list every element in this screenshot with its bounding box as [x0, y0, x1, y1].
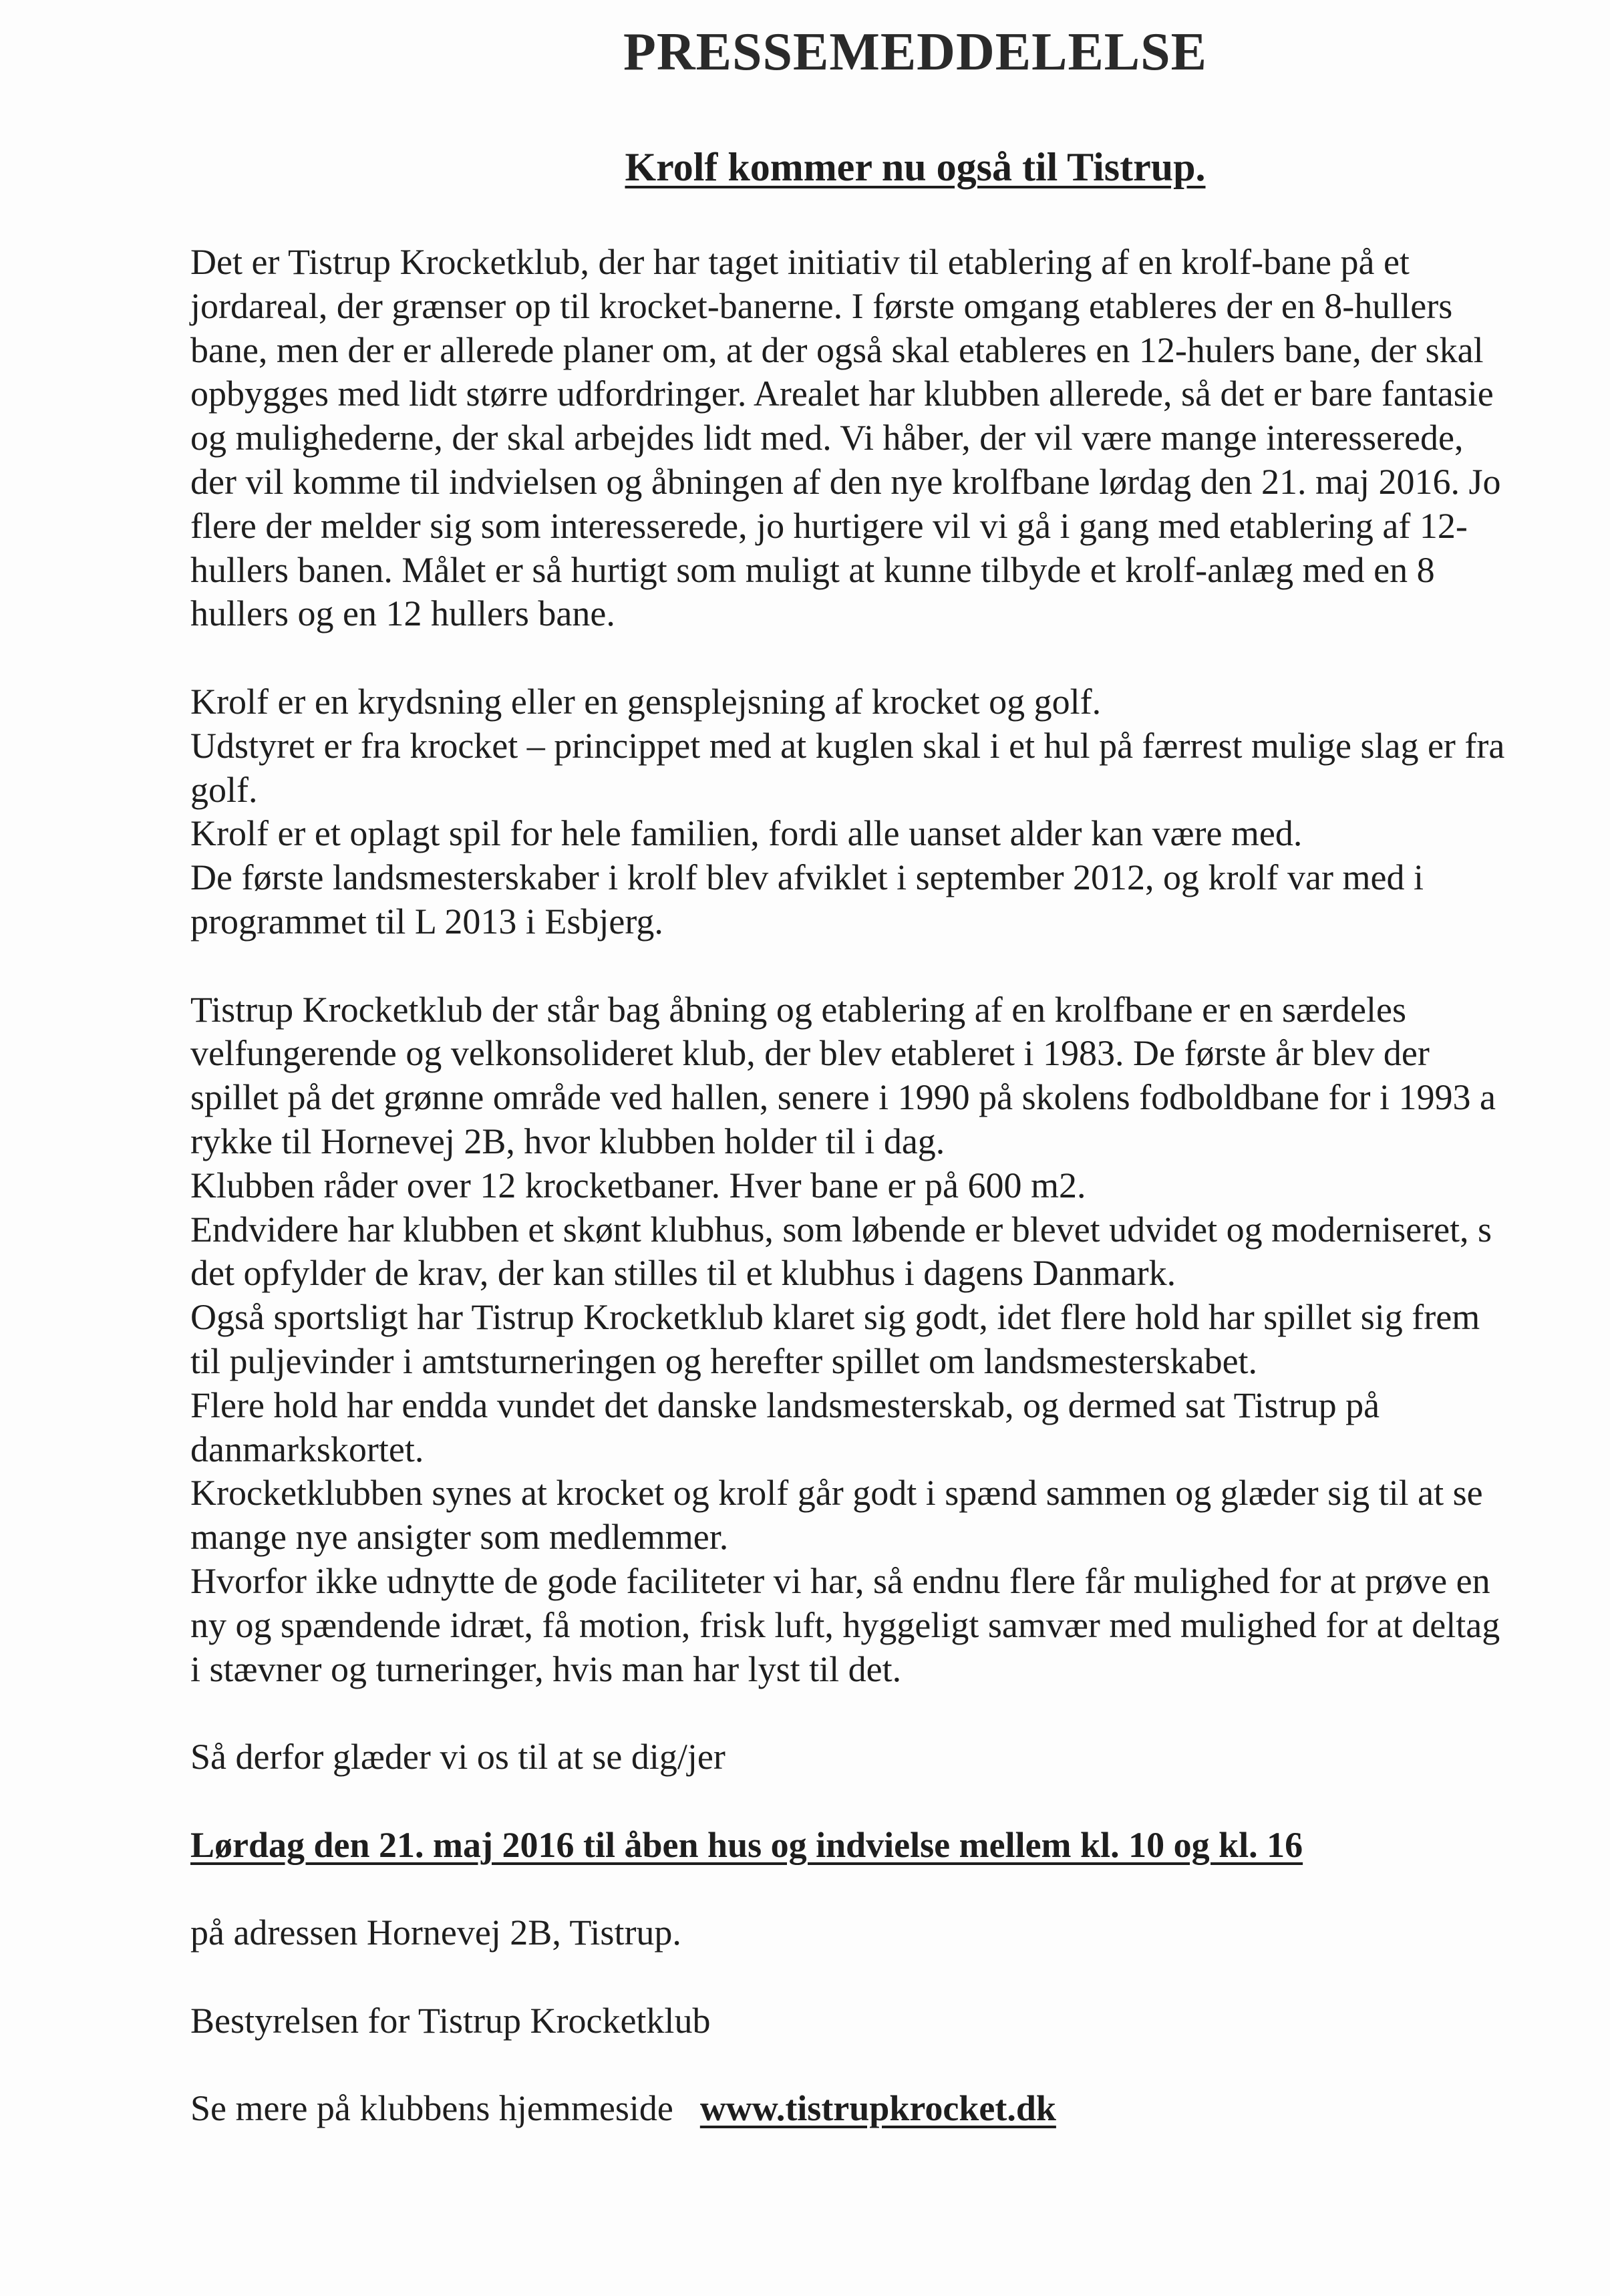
signature-line: Bestyrelsen for Tistrup Krocketklub [190, 2000, 711, 2041]
text-line: Krolf er et oplagt spil for hele familien, fordi alle uanset alder kan være med. [190, 813, 1303, 854]
closing-line: Så derfor glæder vi os til at se dig/jer [190, 1737, 726, 1777]
website-prefix: Se mere på klubbens hjemmeside [190, 2088, 673, 2129]
text-line: programmet til L 2013 i Esbjerg. [190, 901, 663, 942]
text-line: velfungerende og velkonsolideret klub, der blev etableret i 1983. De første år blev der [190, 1033, 1430, 1074]
text-line: Det er Tistrup Krocketklub, der har taget initiativ til etablering af en krolf-bane på et [190, 242, 1410, 282]
text-line: i stævner og turneringer, hvis man har lyst til det. [190, 1648, 902, 1689]
paragraph-about-club [190, 988, 1610, 1692]
text-line: Klubben råder over 12 krocketbaner. Hver bane er på 600 m2. [190, 1165, 1086, 1205]
text-line: bane, men der er allerede planer om, at der også skal etableres en 12-hulers bane, der skal [190, 329, 1484, 370]
text-line: ny og spændende idræt, få motion, frisk luft, hyggeligt samvær med mulighed for at deltag [190, 1604, 1500, 1645]
text-line: flere der melder sig som interesserede, jo hurtigere vil vi gå i gang med etablering af 12- [190, 505, 1468, 546]
text-line: opbygges med lidt større udfordringer. Arealet har klubben allerede, så det er bare fantasie [190, 374, 1494, 414]
text-line: danmarkskortet. [190, 1429, 424, 1469]
website-link[interactable]: www.tistrupkrocket.dk [699, 2088, 1056, 2129]
text-line: der vil komme til indvielsen og åbningen af den nye krolfbane lørdag den 21. maj 2016. Jo [190, 461, 1501, 502]
website-line [190, 2087, 1610, 2131]
text-line: til puljevinder i amtsturneringen og herefter spillet om landsmesterskabet. [190, 1340, 1258, 1381]
text-line: Flere hold har endda vundet det danske landsmesterskab, og dermed sat Tistrup på [190, 1385, 1380, 1425]
text-line: og mulighederne, der skal arbejdes lidt med. Vi håber, der vil være mange interesserede, [190, 418, 1464, 458]
text-line: hullers banen. Målet er så hurtigt som muligt at kunne tilbyde et krolf-anlæg med en 8 [190, 549, 1435, 590]
address-line: på adressen Hornevej 2B, Tistrup. [190, 1912, 681, 1953]
text-line: spillet på det grønne område ved hallen, senere i 1990 på skolens fodboldbane for i 1993 a [190, 1077, 1496, 1118]
text-line: Også sportsligt har Tistrup Krocketklub klaret sig godt, idet flere hold har spillet sig frem [190, 1297, 1480, 1338]
text-line: hullers og en 12 hullers bane. [190, 593, 615, 634]
text-line: De første landsmesterskaber i krolf blev afviklet i september 2012, og krolf var med i [190, 857, 1424, 898]
paragraph-about-krolf [190, 680, 1610, 944]
text-line: Endvidere har klubben et skønt klubhus, som løbende er blevet udvidet og moderniseret, s [190, 1209, 1492, 1250]
text-line: Udstyret er fra krocket – princippet med at kuglen skal i et hul på færrest mulige slag er fra [190, 725, 1505, 766]
text-line: jordareal, der grænser op til krocket-banerne. I første omgang etableres der en 8-hullers [190, 285, 1453, 326]
document-subtitle [0, 140, 1610, 194]
text-line: Krocketklubben synes at krocket og krolf går godt i spænd sammen og glæder sig til at se [190, 1473, 1483, 1514]
text-line: det opfylder de krav, der kan stilles til et klubhus i dagens Danmark. [190, 1253, 1176, 1294]
document-title: PRESSEMEDDELELSE [623, 23, 1208, 82]
text-line: rykke til Hornevej 2B, hvor klubben holder til i dag. [190, 1121, 945, 1161]
text-line: mange nye ansigter som medlemmer. [190, 1517, 729, 1558]
paragraph-intro [190, 241, 1610, 636]
text-line: golf. [190, 769, 258, 810]
subtitle-text: Krolf kommer nu også til Tistrup. [625, 145, 1206, 189]
document-body [190, 241, 1610, 2131]
event-announcement: Lørdag den 21. maj 2016 til åben hus og indvielse mellem kl. 10 og kl. 16 [190, 1824, 1303, 1865]
text-line: Krolf er en krydsning eller en gensplejsning af krocket og golf. [190, 681, 1102, 722]
text-line: Tistrup Krocketklub der står bag åbning og etablering af en krolfbane er en særdeles [190, 989, 1406, 1030]
text-line: Hvorfor ikke udnytte de gode faciliteter vi har, så endnu flere får mulighed for at prøve en [190, 1560, 1490, 1601]
